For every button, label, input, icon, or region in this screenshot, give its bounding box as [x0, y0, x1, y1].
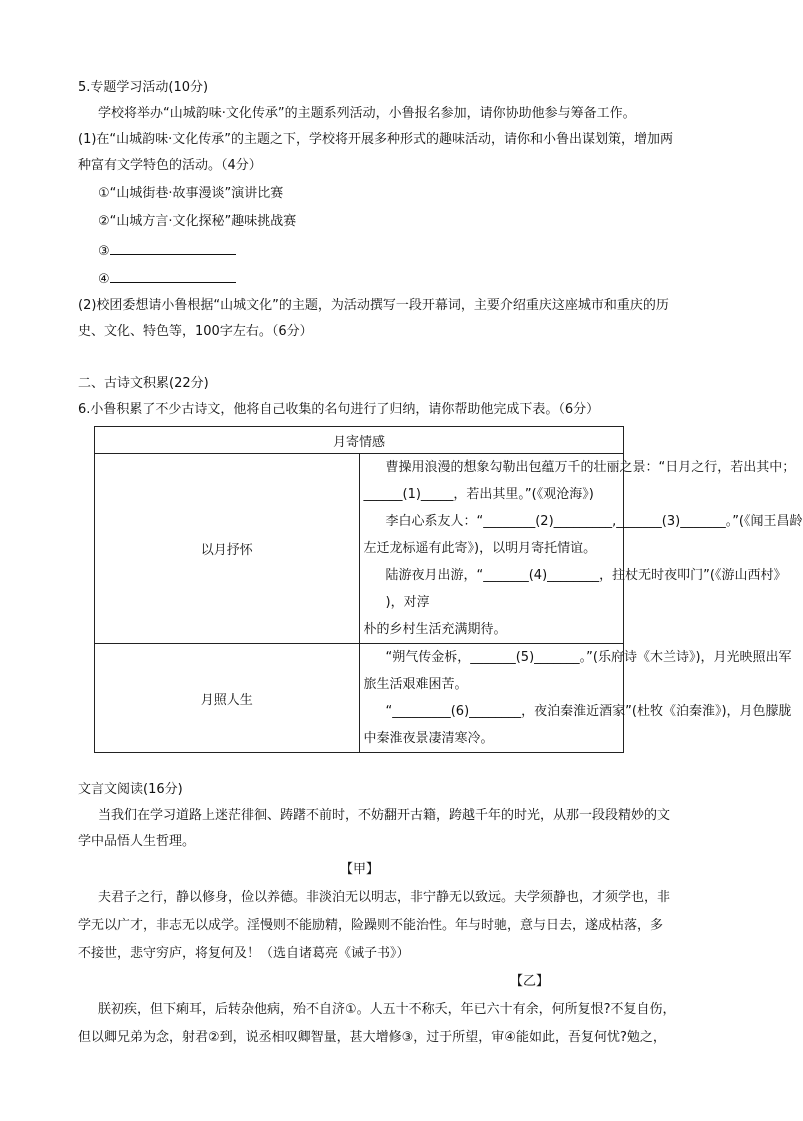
r1-line: )，对淳 [385, 595, 430, 610]
q5-sub2-line2: 史、文化、特色等，100字左右。（6分） [78, 324, 313, 339]
q5-item-4-blank[interactable] [110, 268, 236, 283]
q5-item-4 [98, 268, 236, 290]
q5-item-4-label: ④ [98, 272, 110, 287]
row-moon-feeling [359, 454, 803, 644]
r1-line: 朴的乡村生活充满期待。 [363, 622, 507, 637]
passage-yi-label: 【乙】 [510, 974, 550, 989]
r1-line: 曹操用浪漫的想象勾勒出包蕴万千的壮丽之景：“日月之行，若出其中； [385, 460, 796, 475]
q5-item-3-blank[interactable] [110, 240, 236, 255]
q5-sub1-line1: (1)在“山城韵味·文化传承”的主题之下，学校将开展多种形式的趣味活动，请你和小鲁出谋划策，增加两 [78, 132, 674, 147]
q5-title: 5.专题学习活动(10分) [78, 80, 209, 95]
r2-line: 中秦淮夜景凄清寒冷。 [363, 731, 494, 746]
category-moon-feeling: 以月抒怀 [95, 454, 360, 644]
q5-sub1-line2: 种富有文学特色的活动。（4分） [78, 158, 262, 173]
passage-jia-label: 【甲】 [340, 862, 380, 877]
r1-line[interactable]: 陆游夜月出游，“_______(4)________，拄杖无时夜叩门”(《游山西村》 [385, 568, 787, 583]
classical-title: 文言文阅读(16分) [78, 782, 183, 797]
table-header: 月寄情感 [95, 427, 624, 454]
q6-prompt: 6.小鲁积累了不少古诗文，他将自己收集的名句进行了归纳，请你帮助他完成下表。（6分） [78, 402, 600, 417]
classical-intro-2: 学中品悟人生哲理。 [78, 834, 196, 849]
passage-yi-line-1: 朕初疾，但下痢耳，后转杂他病，殆不自济①。人五十不称夭，年已六十有余，何所复恨?不复自伤， [98, 1002, 676, 1017]
poem-table [94, 426, 803, 753]
r2-line: 旅生活艰难困苦。 [363, 677, 468, 692]
row-moon-life [359, 644, 792, 753]
passage-jia-line-2: 学无以广才，非志无以成学。淫慢则不能励精，险躁则不能治性。年与时驰，意与日去，遂成枯落，多 [78, 918, 664, 933]
r1-line: 左迁龙标遥有此寄》)，以明月寄托情谊。 [363, 541, 597, 556]
classical-intro-1: 当我们在学习道路上迷茫徘徊、踌躇不前时，不妨翻开古籍，跨越千年的时光，从那一段段精妙的文 [98, 808, 671, 823]
q5-item-2: ②“山城方言·文化探秘”趣味挑战赛 [98, 214, 297, 229]
r2-line[interactable]: “朔气传金柝，_______(5)_______。”(乐府诗《木兰诗》)，月光映照出军 [385, 650, 792, 665]
passage-jia-line-1: 夫君子之行，静以修身，俭以养德。非淡泊无以明志，非宁静无以致远。夫学须静也，才须学也，非 [98, 890, 671, 905]
passage-jia-line-3: 不接世，悲守穷庐，将复何及！（选自诸葛亮《诫子书》） [78, 946, 410, 961]
q5-intro: 学校将举办“山城韵味·文化传承”的主题系列活动，小鲁报名参加，请你协助他参与筹备工作。 [98, 106, 636, 121]
r2-line[interactable]: “_________(6)________，夜泊秦淮近酒家”(杜牧《泊秦淮》)，月色朦胧 [385, 704, 792, 719]
r1-line[interactable]: 李白心系友人：“________(2)_________,_______(3)_______。”(《闻王昌龄 [385, 514, 803, 529]
q5-item-3 [98, 240, 236, 262]
category-moon-life: 月照人生 [95, 644, 360, 753]
passage-yi-line-2: 但以卿兄弟为念，射君②到，说丞相叹卿智量，甚大增修③，过于所望，审④能如此，吾复何忧?勉之， [78, 1030, 666, 1045]
q5-sub2-line1: (2)校团委想请小鲁根据“山城文化”的主题，为活动撰写一段开幕词，主要介绍重庆这座城市和重庆的历 [78, 298, 669, 313]
q5-item-3-label: ③ [98, 244, 110, 259]
r1-line[interactable]: ______(1)_____，若出其里。”(《观沧海》) [363, 487, 594, 502]
section2-title: 二、古诗文积累(22分) [78, 376, 209, 391]
q5-item-1: ①“山城街巷·故事漫谈”演讲比赛 [98, 186, 284, 201]
